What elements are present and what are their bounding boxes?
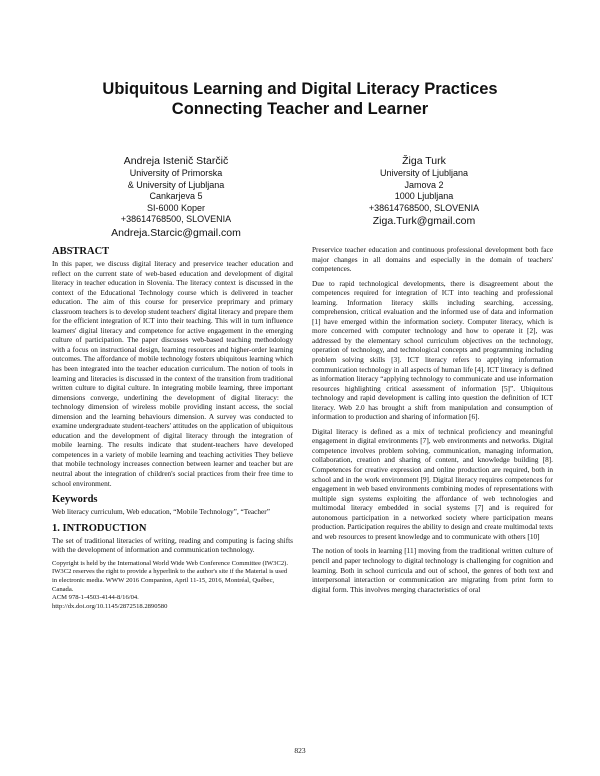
body-paragraph: Digital literacy is defined as a mix of technical proficiency and meaningful engagement in digital environments [7], web environments and networks. Digital competence involves problem solving, communication, managing information, collaboration, creation and sharing of content, and knowledge building [8]. Competences for creative expression and online production are required, both in school and in the work environment [9]. Digital literacy requires competences for engagement in web based environments combining modes of representations with multiple sign systems exploiting the affordance of web technologies and multimodal literacy embedded in social systems [7] and is required for autonomous participation in a networked society where participation means production. Participation requires the ability to design and create multimodal texts and web resources to present knowledge and to communicate with others [10]	[312, 426, 553, 541]
abstract-text: In this paper, we discuss digital literacy and preservice teacher education and reflect on the current state of web-based education and development of digital literacy in teacher education in Slovenia. The literacy context is discussed in the context of the Educational Technology course which is delivered in teacher education. The aim of this course for preservice preprimary and primary classroom teachers is to develop student teachers' digital literacy and prepare them for the efficient integration of ICT into their teaching. This will in turn influence learners' digital literacy and competence for active engagement in the emerging culture of participation. The paper discusses web-based teaching methodology with a focus on instructional design, learning resources and higher-order learning outcomes. The affordance of mobile technology fosters ubiquitous learning which has been integrated into the teacher education curriculum. The notion of tools in learning and literacies is discussed in the context of the transition from traditional written culture to digital culture. In integrating mobile learning, three important dimensions converge, underlining the development of digital literacy: the technology dimension of wireless mobile providing instant access, the social dimension and the learning behaviours dimension. A survey was conducted to examine undergraduate student-teachers' attitudes on the application of ubiquitous education and the development of digital literacy through the integration of mobile learning. The results indicate that student-teachers have developed competences in a variety of mobile learning and teaching activities They believe that mobile technology increases connection between learner and teacher but are neutral about the integration of children's social practices from their free time to school environment.	[52, 259, 294, 488]
author-affiliation-line: University of Primorska	[129, 168, 223, 178]
introduction-text: The set of traditional literacies of writing, reading and computing is facing shifts with the development of information and communication technology.	[52, 535, 293, 555]
paper-title	[40, 79, 560, 119]
body-paragraph: Preservice teacher education and continuous professional development both face major changes in all domains and especially in the domain of teachers' competences.	[312, 245, 553, 274]
author-affiliation-line: +38614768500, SLOVENIA	[120, 214, 232, 225]
author-affiliation-line: Jamova 2	[404, 179, 444, 190]
title-line-2: Connecting Teacher and Learner	[171, 100, 429, 118]
author-affiliation-line: +38614768500, SLOVENIA	[368, 202, 480, 213]
introduction-heading: 1. INTRODUCTION	[52, 522, 147, 534]
keywords-text: Web literacy curriculum, Web education, “Mobile Technology”, “Teacher”	[52, 507, 270, 517]
copyright-doi: http://dx.doi.org/10.1145/2872518.2890580	[52, 602, 168, 610]
author-block-1	[76, 155, 276, 240]
body-paragraph: Due to rapid technological developments, there is disagreement about the competences required for integration of ICT into teaching and professional learning. Information literacy skills including searching, accessing, comprehension, critical evaluation and the informed use of data and information [1] have emerged within the information society. Computer literacy, which is more concerned with computer technology and how to operate it [2], was addressed by the elementary school curriculum objectives on the technology, operation of technology, and technological concepts and programming including problem solving skills [3]. ICT literacy refers to applying information communication technology in all aspects of human life [4]. ICT literacy is defined as information literacy “applying technology to communicate and use information resources highlighting critical assessment of information [5]”. Ubiquitous technology and rapid development is calling into question the definition of ICT literacy. Web 2.0 has brought a shift from manipulation and consumption of information to production and sharing of information [6].	[312, 278, 553, 422]
author-affiliation-line: 1000 Ljubljana	[394, 191, 454, 202]
copyright-text: Copyright is held by the International World Wide Web Conference Committee (IW3C2). IW3C2 reserves the right to provide a hyperlink to the author's site if the Material is used in electronic media. WWW 2016 Companion, April 11-15, 2016, Montréal, Québec, Canada.	[52, 559, 288, 593]
abstract-heading: ABSTRACT	[52, 246, 110, 257]
keywords-heading: Keywords	[52, 494, 98, 506]
body-paragraph: The notion of tools in learning [11] moving from the traditional written culture of pencil and paper technology to digital technology is challenging for cognition and learning. Both in school curricula and out of school, the genres of both text and interpersonal interaction or communication are migrating from print form to digital form. This involves merging characteristics of oral	[312, 546, 553, 594]
author-affiliation-line: Cankarjeva 5	[149, 191, 203, 202]
page-number: 823	[294, 746, 306, 755]
author-affiliation-line: University of Ljubljana	[379, 168, 469, 178]
right-column	[312, 245, 553, 599]
author-block-2	[324, 155, 524, 228]
copyright-isbn: ACM 978-1-4503-4144-8/16/04.	[52, 594, 139, 602]
author-name: Žiga Turk	[402, 155, 446, 167]
author-email: Andreja.Starcic@gmail.com	[111, 226, 241, 239]
copyright-notice	[52, 560, 293, 612]
author-name: Andreja Istenič Starčič	[123, 155, 229, 167]
author-affiliation-line: SI-6000 Koper	[146, 202, 206, 213]
title-line-1: Ubiquitous Learning and Digital Literacy Practices	[102, 80, 498, 98]
author-affiliation-line: & University of Ljubljana	[127, 179, 225, 190]
left-column	[52, 245, 293, 611]
author-email: Ziga.Turk@gmail.com	[372, 215, 476, 228]
